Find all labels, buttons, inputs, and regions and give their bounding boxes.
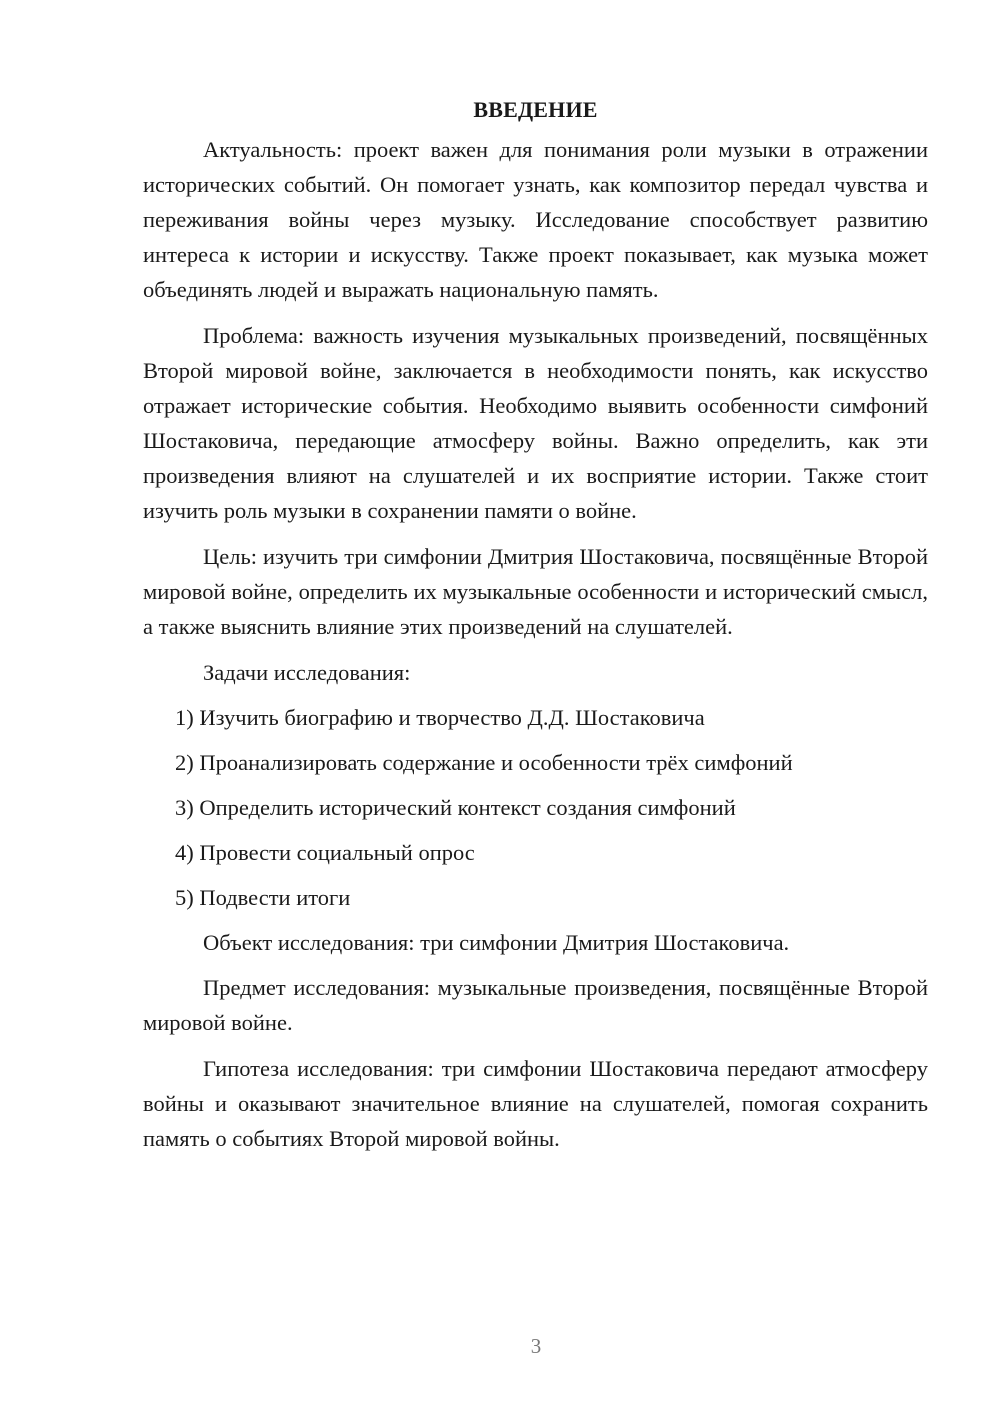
list-item: 2) Проанализировать содержание и особенности трёх симфоний: [175, 750, 793, 775]
goal-paragraph: Цель: изучить три симфонии Дмитрия Шостаковича, посвящённые Второй мировой войне, определить их музыкальные особенности и исторический смысл, а также выяснить влияние этих произведений на слушателей.: [143, 544, 928, 639]
list-item: 3) Определить исторический контекст создания симфоний: [175, 795, 736, 820]
list-item: 1) Изучить биографию и творчество Д.Д. Шостаковича: [175, 705, 705, 730]
relevance-paragraph: Актуальность: проект важен для понимания роли музыки в отражении исторических событий. Он помогает узнать, как композитор передал чувства и переживания войны через музыку. Исследование способствует развитию интереса к истории и искусству. Также проект показывает, как музыка может объединять людей и выражать национальную память.: [143, 137, 928, 302]
tasks-list: [143, 700, 928, 915]
problem-paragraph: Проблема: важность изучения музыкальных произведений, посвящённых Второй мировой войне, заключается в необходимости понять, как искусство отражает исторические события. Необходимо выявить особенности симфоний Шостаковича, передающие атмосферу войны. Важно определить, как эти произведения влияют на слушателей и их восприятие истории. Также стоит изучить роль музыки в сохранении памяти о войне.: [143, 323, 928, 523]
page-title: ВВЕДЕНИЕ: [473, 97, 598, 122]
subject-paragraph: Предмет исследования: музыкальные произведения, посвящённые Второй мировой войне.: [143, 975, 928, 1035]
list-item: 5) Подвести итоги: [175, 885, 351, 910]
list-item: 4) Провести социальный опрос: [175, 840, 475, 865]
tasks-heading: Задачи исследования:: [203, 660, 411, 685]
document-page: [143, 92, 928, 1167]
object-paragraph: Объект исследования: три симфонии Дмитрия Шостаковича.: [203, 930, 790, 955]
hypothesis-paragraph: Гипотеза исследования: три симфонии Шостаковича передают атмосферу войны и оказывают значительное влияние на слушателей, помогая сохранить память о событиях Второй мировой войны.: [143, 1056, 928, 1151]
page-number: 3: [530, 1334, 542, 1358]
